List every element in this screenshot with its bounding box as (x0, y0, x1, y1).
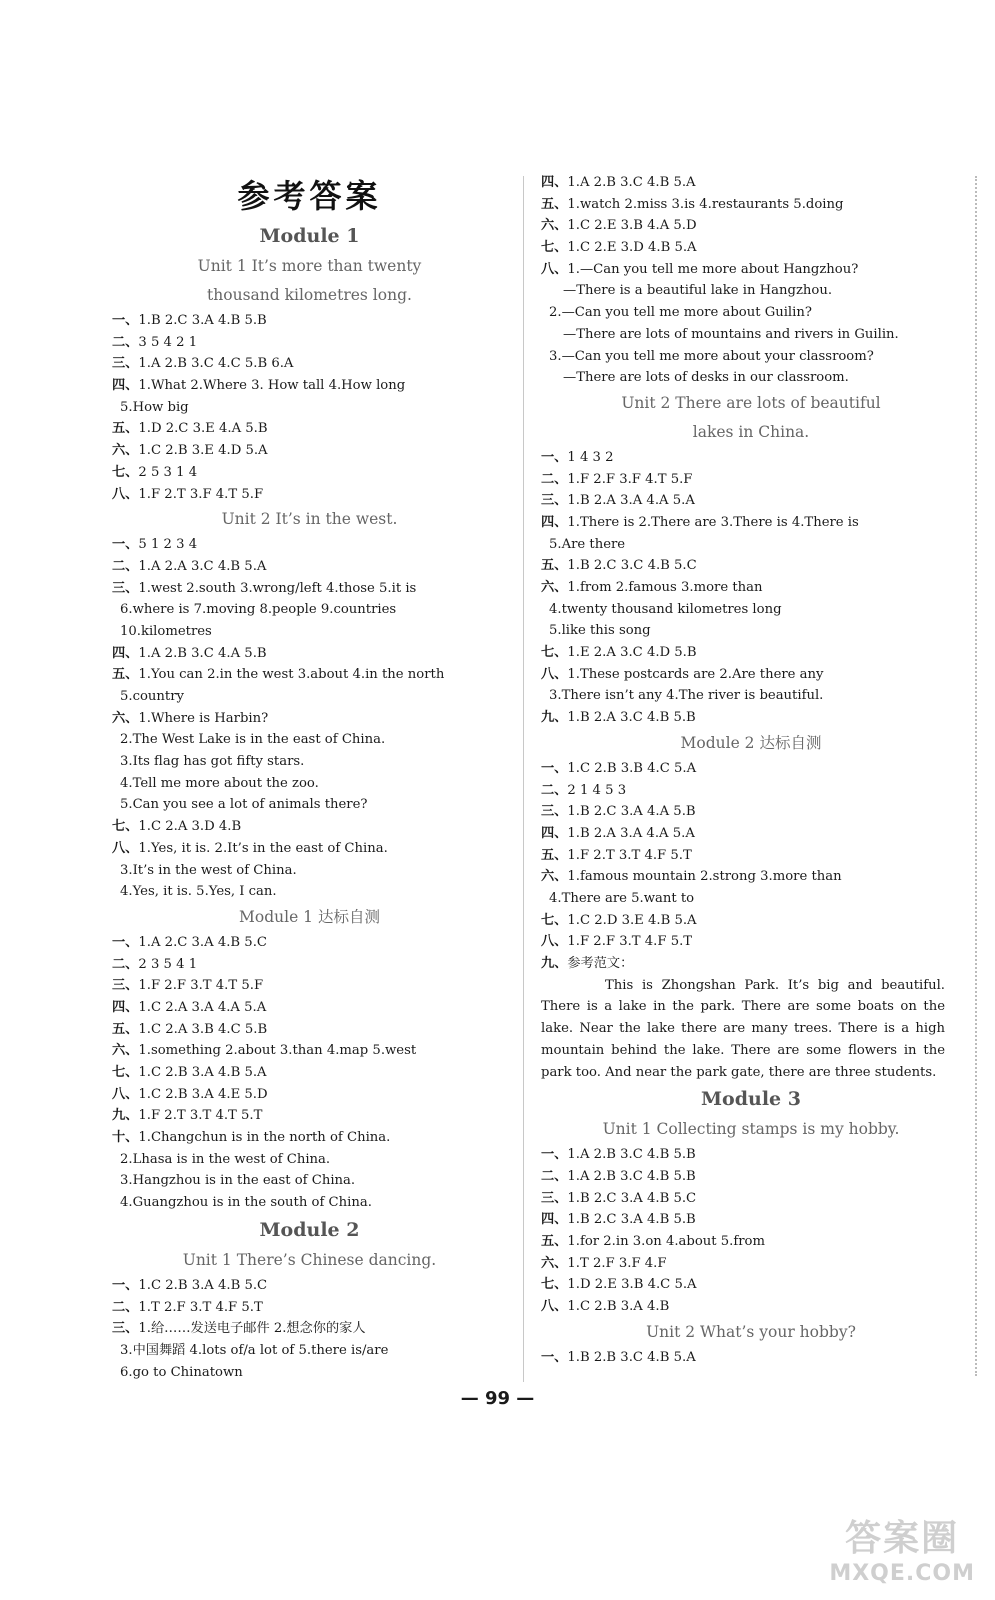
answer-text: 4.Tell me more about the zoo. (120, 775, 319, 791)
answer-line (112, 440, 507, 462)
answer-text: 1.T 2.F 3.F 4.F (567, 1255, 667, 1271)
answer-line (541, 324, 961, 346)
section-number: 五、 (541, 558, 568, 574)
section-number: 四、 (541, 514, 568, 530)
answer-text: 4.There are 5.want to (549, 890, 695, 906)
unit-heading: Module 2 达标自测 (680, 733, 822, 752)
section-number: 七、 (112, 819, 139, 835)
answer-text: 1.west 2.south 3.wrong/left 4.those 5.it is (138, 580, 417, 596)
section-number: 五、 (112, 1021, 139, 1037)
answer-text: 1.Yes, it is. 2.It’s in the east of China. (138, 840, 388, 856)
answer-text: 1.A 2.B 3.C 4.B 5.B (567, 1168, 696, 1184)
answer-line (112, 1149, 507, 1171)
answer-text: 1.B 2.B 3.C 4.B 5.A (567, 1349, 696, 1365)
answer-line (112, 556, 507, 578)
section-number: 四、 (541, 1212, 568, 1228)
answer-line (541, 685, 961, 707)
answer-line (541, 367, 961, 389)
section-number: 一、 (112, 537, 139, 553)
answer-line (112, 599, 507, 621)
answer-text: —There is a beautiful lake in Hangzhou. (563, 283, 833, 299)
answer-text: 1.C 2.D 3.E 4.B 5.A (567, 912, 697, 928)
section-number: 四、 (541, 175, 568, 190)
answer-line (112, 838, 507, 860)
answer-text: 1.Changchun is in the north of China. (138, 1130, 391, 1146)
answer-line (112, 353, 507, 375)
answer-text: 1.A 2.B 3.C 4.B 5.B (567, 1147, 696, 1163)
answer-text: 1.D 2.C 3.E 4.A 5.B (138, 421, 268, 437)
answer-line (541, 780, 961, 802)
answer-line (112, 397, 507, 419)
answer-text: 1.C 2.A 3.A 4.A 5.A (138, 999, 267, 1015)
section-number: 七、 (541, 240, 568, 256)
answer-text: —There are lots of mountains and rivers in Guilin. (563, 326, 899, 342)
page-number: — 99 — (460, 1388, 535, 1409)
section-number: 三、 (541, 804, 568, 820)
section-number: 七、 (112, 464, 139, 480)
section-number: 一、 (541, 1147, 568, 1163)
section-number: 九、 (541, 956, 568, 971)
section-number: 一、 (541, 760, 568, 776)
answer-text: 1.C 2.B 3.E 4.D 5.A (138, 443, 268, 459)
answer-text: 1.B 2.A 3.A 4.A 5.A (567, 825, 695, 841)
answer-text: 1.something 2.about 3.than 4.map 5.west (138, 1043, 417, 1059)
answer-text: 1.C 2.B 3.A 4.E 5.D (138, 1086, 268, 1102)
answer-text: 1.C 2.A 3.D 4.B (138, 819, 242, 835)
section-number: 七、 (112, 1065, 139, 1080)
answer-text: 5.like this song (549, 623, 651, 639)
answer-line (541, 194, 961, 216)
answer-text: 1.There is 2.There are 3.There is 4.There is (567, 514, 859, 530)
answer-line (541, 931, 961, 953)
answer-line (541, 1296, 961, 1318)
answer-text: 5.How big (120, 399, 189, 415)
answer-line (112, 1275, 507, 1297)
answer-text: 2.The West Lake is in the east of China. (120, 732, 386, 748)
section-number: 五、 (541, 847, 568, 863)
answer-line (541, 910, 961, 932)
answer-line (541, 1144, 961, 1166)
left-column (112, 172, 507, 1383)
answer-line (112, 816, 507, 838)
answer-line (541, 620, 961, 642)
answer-line (541, 1231, 961, 1253)
answer-text: 2 5 3 1 4 (138, 464, 198, 480)
section-number: 二、 (112, 1299, 139, 1315)
answer-text: 1.C 2.A 3.B 4.C 5.B (138, 1021, 268, 1037)
answer-line (112, 1192, 507, 1214)
answer-text: 6.where is 7.moving 8.people 9.countries (120, 602, 397, 618)
watermark-url: MXQE.COM (829, 1561, 975, 1586)
section-number: 六、 (541, 869, 568, 885)
answer-line (541, 1274, 961, 1296)
answer-line (112, 1297, 507, 1319)
answer-text: 5.Are there (549, 536, 626, 552)
answer-line (112, 1340, 507, 1362)
section-number: 五、 (112, 421, 139, 437)
answer-text: 1.C 2.B 3.A 4.B 5.C (138, 1277, 268, 1293)
section-number: 六、 (112, 1043, 139, 1059)
unit-heading: Unit 1 It’s more than twenty (197, 257, 422, 275)
answer-line (541, 172, 961, 194)
section-number: 八、 (541, 261, 568, 277)
unit-heading: Unit 1 Collecting stamps is my hobby. (602, 1120, 900, 1139)
watermark-title: 答案圈 (845, 1518, 960, 1559)
sample-essay: This is Zhongshan Park. It’s big and beautiful. There is a lake in the park. There are some boats on the lake. Near the lake there are many trees. There is a high mountain behind the lake. There are some flowers in the park too. And near the park gate, there are three students. (541, 977, 945, 1080)
answer-line (112, 1170, 507, 1192)
section-number: 三、 (112, 1321, 139, 1337)
section-number: 十、 (112, 1130, 139, 1146)
section-number: 六、 (541, 1255, 568, 1271)
answer-line (112, 534, 507, 556)
answer-text: 1.watch 2.miss 3.is 4.restaurants 5.doing (567, 196, 844, 212)
answer-text: 1.F 2.F 3.F 4.T 5.F (567, 471, 693, 487)
answer-line (112, 484, 507, 506)
answer-line (112, 310, 507, 332)
section-number: 三、 (112, 580, 139, 596)
answer-text: 1.B 2.A 3.A 4.A 5.A (567, 493, 695, 509)
section-number: 八、 (112, 840, 139, 856)
answer-text: 1.What 2.Where 3. How tall 4.How long (138, 378, 406, 394)
answer-text: 1.C 2.E 3.B 4.A 5.D (567, 218, 697, 234)
answer-text: 参考范文： (567, 956, 634, 971)
answer-line (112, 751, 507, 773)
answer-line (541, 599, 961, 621)
answer-text: 4.Guangzhou is in the south of China. (120, 1195, 372, 1211)
answer-line (541, 1209, 961, 1231)
answer-text: 1.F 2.T 3.T 4.T 5.T (138, 1108, 263, 1124)
answer-text: 4.Yes, it is. 5.Yes, I can. (120, 884, 277, 900)
answer-line (541, 346, 961, 368)
answer-text: 1.B 2.C 3.A 4.B 5.B (567, 1212, 696, 1228)
section-number: 三、 (541, 493, 568, 509)
answer-line (541, 664, 961, 686)
answer-text: —There are lots of desks in our classroom. (563, 370, 849, 386)
answer-line (112, 773, 507, 795)
answer-line (541, 953, 961, 975)
answer-line (112, 860, 507, 882)
answer-line (541, 642, 961, 664)
section-number: 八、 (541, 1299, 568, 1315)
answer-line (112, 1084, 507, 1106)
section-number: 二、 (541, 1168, 568, 1184)
section-number: 三、 (112, 978, 139, 994)
answer-line (112, 686, 507, 708)
section-number: 四、 (112, 999, 139, 1015)
section-number: 六、 (112, 443, 139, 459)
answer-text: 5.country (120, 689, 184, 704)
answer-line (541, 512, 961, 534)
answer-line (541, 490, 961, 512)
section-number: 六、 (541, 580, 568, 595)
answer-line (112, 1127, 507, 1149)
unit-heading: Unit 2 There are lots of beautiful (621, 393, 881, 412)
section-number: 一、 (112, 313, 139, 328)
section-number: 四、 (112, 378, 139, 394)
section-number: 二、 (112, 956, 139, 972)
answer-text: 6.go to Chinatown (120, 1364, 243, 1380)
answer-text: 3.It’s in the west of China. (120, 862, 297, 878)
answer-text: 1.F 2.F 3.T 4.F 5.T (567, 934, 693, 950)
answer-text: 1.给……发送电子邮件 2.想念你的家人 (138, 1321, 366, 1337)
answer-line (541, 888, 961, 910)
answer-text: 1.C 2.B 3.A 4.B (567, 1299, 670, 1315)
unit-heading: Module 1 达标自测 (239, 907, 380, 926)
section-number: 八、 (541, 666, 568, 682)
watermark-logo (829, 1510, 975, 1586)
section-number: 二、 (541, 782, 568, 798)
answer-line (112, 375, 507, 397)
section-number: 七、 (541, 912, 568, 928)
answer-text: 1.from 2.famous 3.more than (567, 580, 763, 595)
section-number: 三、 (112, 356, 139, 372)
answer-line (112, 462, 507, 484)
answer-text: 1 4 3 2 (567, 449, 614, 465)
section-number: 八、 (112, 486, 139, 502)
answer-line (112, 729, 507, 751)
answer-text: 5.Can you see a lot of animals there? (120, 797, 368, 813)
section-number: 八、 (112, 1086, 139, 1102)
answer-text: 1.A 2.C 3.A 4.B 5.C (138, 934, 267, 950)
answer-text: 1.—Can you tell me more about Hangzhou? (567, 261, 859, 277)
module-heading: Module 2 (259, 1218, 360, 1241)
answer-line (112, 578, 507, 600)
answer-text: 1.for 2.in 3.on 4.about 5.from (567, 1233, 765, 1249)
answer-line (541, 302, 961, 324)
answer-text: 3 5 4 2 1 (138, 334, 198, 350)
answer-text: 1.B 2.A 3.C 4.B 5.B (567, 710, 696, 726)
answer-text: 1.F 2.T 3.T 4.F 5.T (567, 847, 692, 863)
answer-text: 2 1 4 5 3 (567, 782, 627, 798)
answer-text: 1.B 2.C 3.C 4.B 5.C (567, 558, 697, 574)
section-number: 一、 (541, 1349, 568, 1365)
answer-text: 1.These postcards are 2.Are there any (567, 666, 824, 682)
answer-line (112, 997, 507, 1019)
answer-text: 5 1 2 3 4 (138, 537, 198, 553)
section-number: 五、 (541, 1233, 568, 1249)
answer-text: 1.F 2.F 3.T 4.T 5.F (138, 978, 264, 994)
answer-line (112, 1062, 507, 1084)
answer-line (112, 708, 507, 730)
answer-text: 1.B 2.C 3.A 4.B 5.B (138, 313, 267, 328)
answer-text: 1.E 2.A 3.C 4.D 5.B (567, 645, 697, 661)
answer-line (112, 1362, 507, 1384)
section-number: 一、 (541, 449, 568, 465)
section-number: 五、 (112, 667, 139, 683)
section-number: 九、 (112, 1108, 139, 1124)
unit-heading: thousand kilometres long. (207, 286, 412, 304)
answer-line (541, 1253, 961, 1275)
answer-line (541, 801, 961, 823)
module-heading: Module 3 (701, 1088, 801, 1111)
answer-line (112, 881, 507, 903)
answer-line (112, 975, 507, 997)
unit-heading: Unit 1 There’s Chinese dancing. (182, 1250, 437, 1269)
answer-text: 10.kilometres (120, 623, 212, 639)
answer-text: 1.A 2.B 3.C 4.A 5.B (138, 645, 267, 661)
section-number: 二、 (112, 334, 139, 350)
answer-line (541, 259, 961, 281)
answer-line (541, 758, 961, 780)
answer-line (541, 237, 961, 259)
answer-line (112, 932, 507, 954)
answer-text: 3.—Can you tell me more about your classroom? (549, 348, 874, 364)
unit-heading: Unit 2 It’s in the west. (221, 510, 398, 529)
answer-line (112, 418, 507, 440)
answer-line (541, 1188, 961, 1210)
answer-line (541, 577, 961, 599)
answer-text: 2.Lhasa is in the west of China. (120, 1151, 331, 1167)
section-number: 六、 (112, 710, 139, 726)
right-column (541, 172, 961, 1368)
section-number: 七、 (541, 1277, 568, 1293)
answer-line (112, 1318, 507, 1340)
section-number: 五、 (541, 196, 568, 212)
answer-text: 4.twenty thousand kilometres long (549, 601, 782, 617)
section-number: 一、 (112, 934, 139, 950)
answer-line (541, 866, 961, 888)
answer-line (541, 823, 961, 845)
section-number: 九、 (541, 710, 568, 726)
answer-text: 3.Its flag has got fifty stars. (120, 754, 305, 770)
answer-text: 1.C 2.E 3.D 4.B 5.A (567, 240, 697, 256)
answer-text: 3.中国舞蹈 4.lots of/a lot of 5.there is/are (120, 1342, 389, 1358)
answer-text: 1.famous mountain 2.strong 3.more than (567, 869, 842, 885)
answer-line (112, 1105, 507, 1127)
answer-text: 2.—Can you tell me more about Guilin? (549, 305, 812, 321)
answer-text: 1.B 2.C 3.A 4.A 5.B (567, 804, 696, 820)
page-edge-line (975, 176, 977, 1376)
section-number: 七、 (541, 645, 568, 661)
section-number: 一、 (112, 1277, 139, 1293)
page-title: 参考答案 (237, 177, 382, 215)
answer-text: 1.A 2.B 3.C 4.B 5.A (567, 175, 696, 190)
answer-text: 3.Hangzhou is in the east of China. (120, 1173, 356, 1189)
answer-line (112, 954, 507, 976)
answer-line (541, 469, 961, 491)
answer-line (112, 1040, 507, 1062)
answer-text: 1.C 2.B 3.B 4.C 5.A (567, 760, 697, 776)
answer-line (541, 447, 961, 469)
answer-line (112, 664, 507, 686)
section-number: 八、 (541, 934, 568, 950)
section-number: 二、 (112, 558, 139, 574)
answer-text: 1.F 2.T 3.F 4.T 5.F (138, 486, 264, 502)
unit-heading: Unit 2 What’s your hobby? (646, 1322, 856, 1341)
answer-line (541, 280, 961, 302)
answer-text: 3.There isn’t any 4.The river is beautiful. (549, 688, 824, 704)
answer-text: 1.D 2.E 3.B 4.C 5.A (567, 1277, 697, 1293)
answer-line (112, 621, 507, 643)
answer-line (541, 555, 961, 577)
answer-text: 1.C 2.B 3.A 4.B 5.A (138, 1065, 267, 1080)
section-number: 六、 (541, 218, 568, 234)
answer-text: 2 3 5 4 1 (138, 956, 198, 972)
answer-text: 1.A 2.B 3.C 4.C 5.B 6.A (138, 356, 294, 372)
answer-line (112, 643, 507, 665)
section-number: 四、 (541, 825, 568, 841)
answer-text: 1.T 2.F 3.T 4.F 5.T (138, 1299, 263, 1315)
answer-line (541, 215, 961, 237)
answer-line (541, 707, 961, 729)
answer-text: 1.A 2.A 3.C 4.B 5.A (138, 558, 267, 574)
section-number: 四、 (112, 645, 139, 661)
answer-line (541, 1166, 961, 1188)
answer-text: 1.Where is Harbin? (138, 710, 269, 726)
module-heading: Module 1 (259, 225, 360, 247)
section-number: 二、 (541, 471, 568, 487)
answer-text: 1.You can 2.in the west 3.about 4.in the north (138, 667, 445, 683)
answer-line (112, 1019, 507, 1041)
column-divider (523, 176, 524, 1382)
answer-line (541, 534, 961, 556)
answer-line (112, 794, 507, 816)
answer-line (541, 1347, 961, 1369)
unit-heading: lakes in China. (692, 422, 810, 441)
answer-text: 1.B 2.C 3.A 4.B 5.C (567, 1190, 697, 1206)
answer-line (112, 332, 507, 354)
section-number: 三、 (541, 1190, 568, 1206)
answer-line (541, 845, 961, 867)
